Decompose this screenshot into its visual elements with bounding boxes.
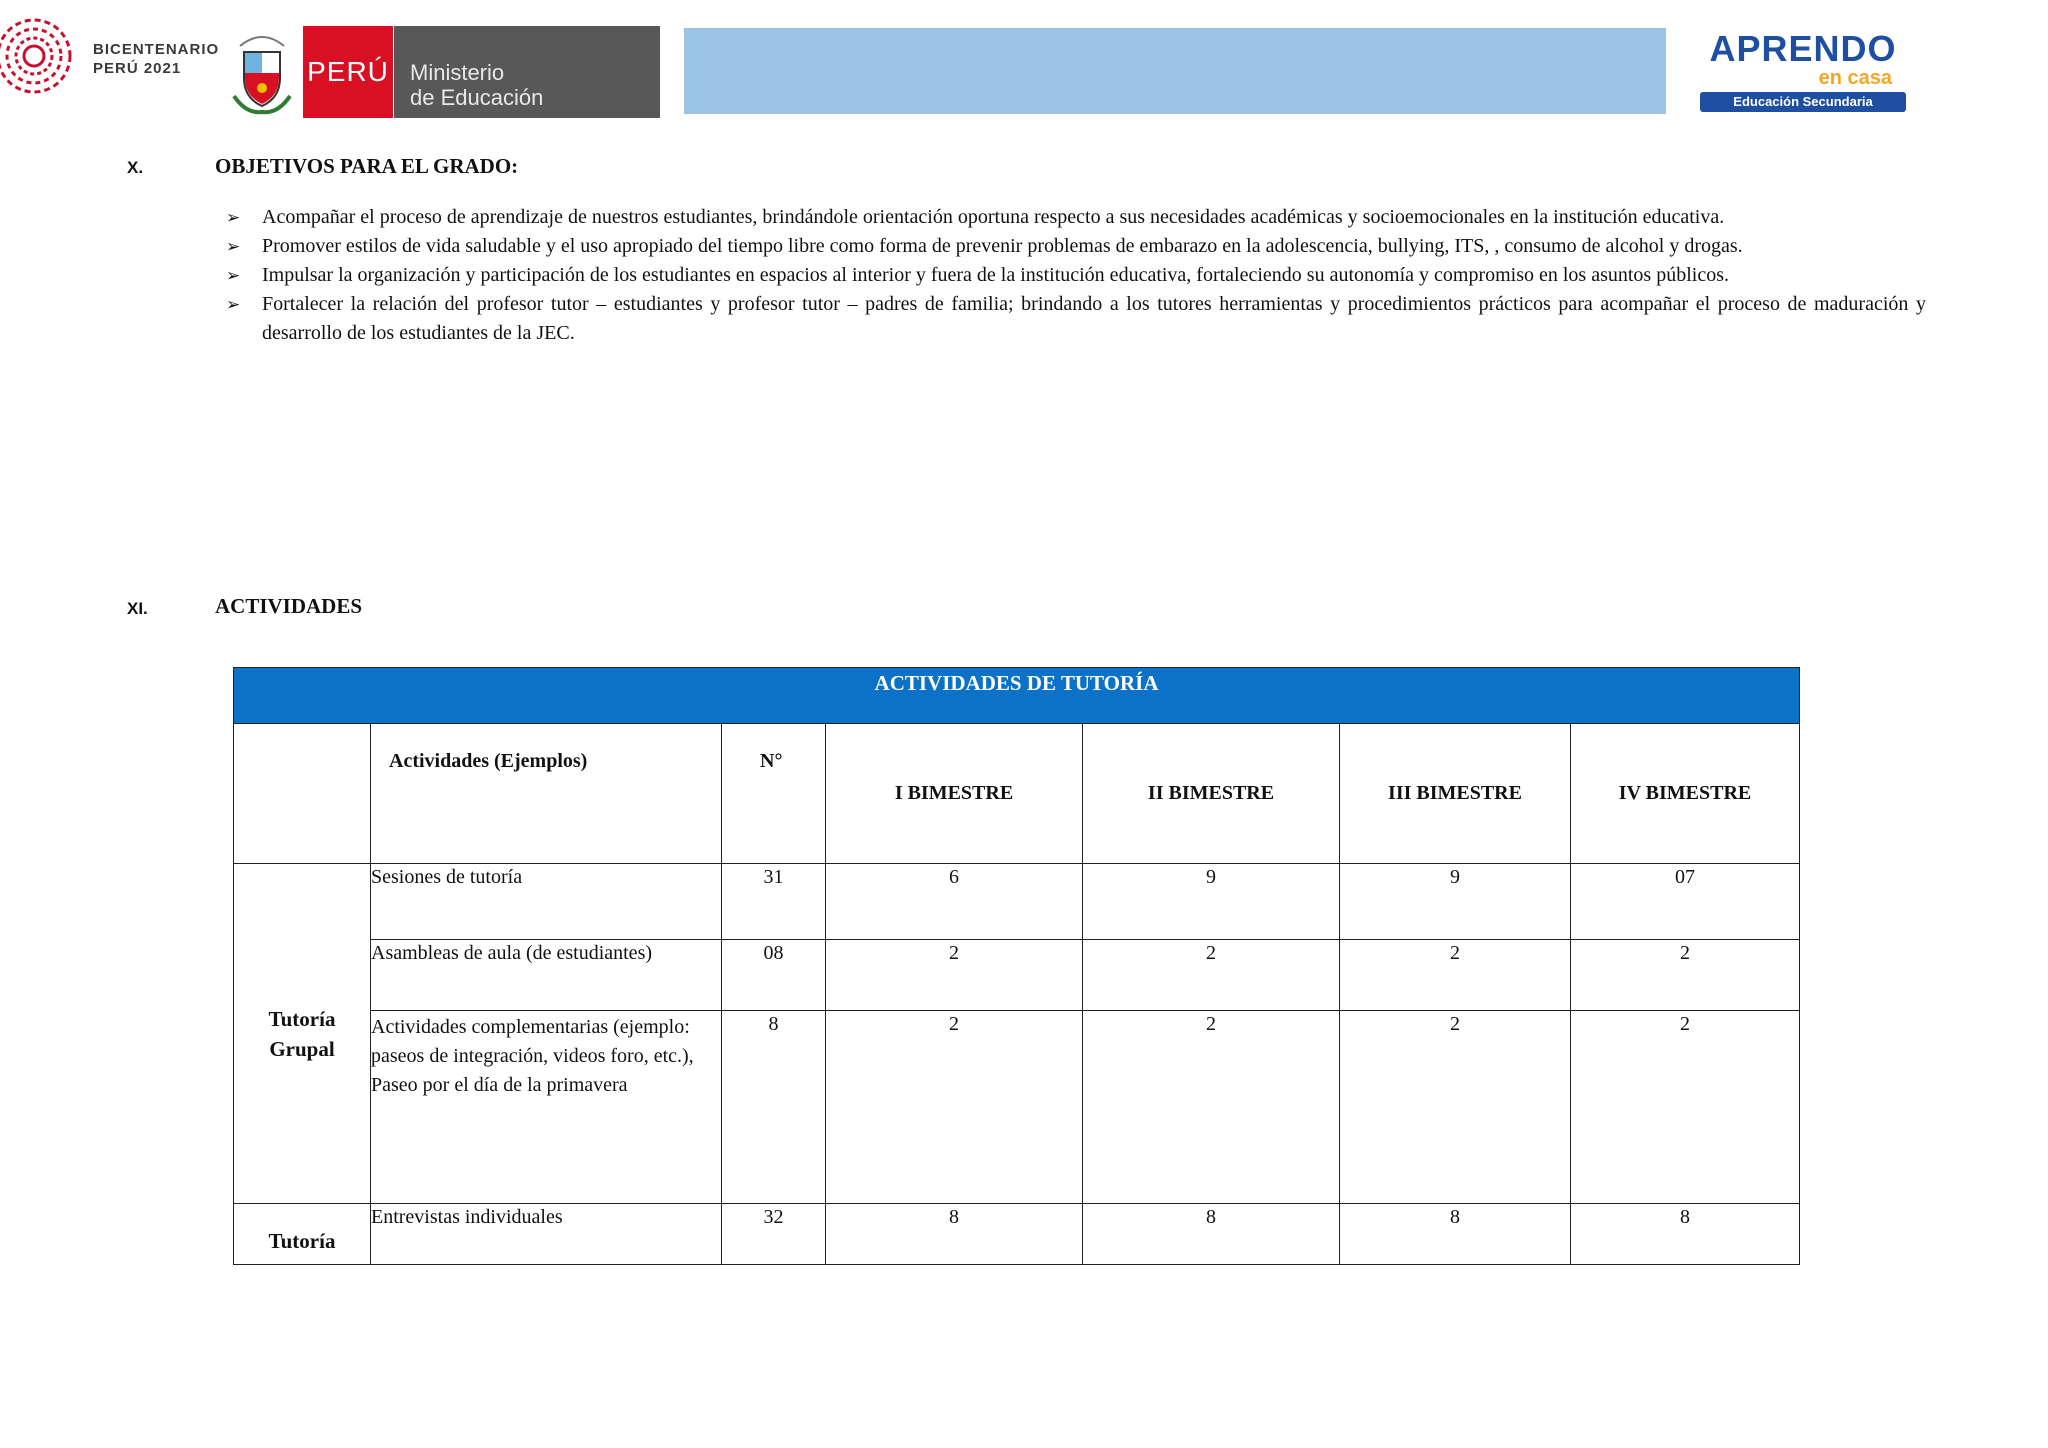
b3-cell: 8 bbox=[1340, 1204, 1571, 1265]
header-banner bbox=[684, 28, 1666, 114]
objective-item: ➢ Impulsar la organización y participación de los estudiantes en espacios al interior y fuera de la institución educativa, fortaleciendo su autonomía y compromiso en los asuntos públicos. bbox=[226, 261, 1926, 290]
count-cell: 8 bbox=[722, 1011, 826, 1204]
header-bimestre-3: III BIMESTRE bbox=[1340, 724, 1571, 864]
header-activity: Actividades (Ejemplos) bbox=[371, 724, 722, 864]
activity-cell: Entrevistas individuales bbox=[371, 1204, 722, 1265]
b1-cell: 2 bbox=[826, 940, 1083, 1011]
b2-cell: 2 bbox=[1083, 1011, 1340, 1204]
table-row bbox=[234, 1011, 1800, 1204]
aprendo-en-casa-logo bbox=[1700, 30, 1906, 118]
header-bimestre-1: I BIMESTRE bbox=[826, 724, 1083, 864]
table-row bbox=[234, 1204, 1800, 1265]
peru-coat-of-arms-icon bbox=[226, 26, 298, 116]
b2-cell: 2 bbox=[1083, 940, 1340, 1011]
table-row bbox=[234, 864, 1800, 940]
b3-cell: 9 bbox=[1340, 864, 1571, 940]
peru-label: PERÚ bbox=[303, 26, 393, 118]
group-tutoria-label: Tutoría Grupal bbox=[234, 864, 371, 1204]
bicentenario-emblem-icon bbox=[0, 6, 80, 106]
b1-cell: 2 bbox=[826, 1011, 1083, 1204]
b3-cell: 2 bbox=[1340, 1011, 1571, 1204]
activity-cell: Asambleas de aula (de estudiantes) bbox=[371, 940, 722, 1011]
section-x-number: X. bbox=[127, 158, 144, 177]
aprendo-title: APRENDO bbox=[1709, 28, 1897, 69]
objective-item: ➢ Acompañar el proceso de aprendizaje de nuestros estudiantes, brindándole orientación oportuna respecto a sus necesidades académicas y socioemocionales en la institución educativa. bbox=[226, 203, 1926, 232]
b4-cell: 07 bbox=[1571, 864, 1800, 940]
section-xi-number: XI. bbox=[127, 599, 148, 618]
individual-tutoria-label: Tutoría bbox=[234, 1204, 371, 1265]
arrow-bullet-icon: ➢ bbox=[226, 237, 241, 256]
aprendo-level: Educación Secundaria bbox=[1700, 92, 1906, 112]
objective-item: ➢ Promover estilos de vida saludable y el uso apropiado del tiempo libre como forma de prevenir problemas de embarazo en la adolescencia, bullying, ITS, , consumo de alcohol y drogas. bbox=[226, 232, 1926, 261]
objectives-list bbox=[226, 203, 1926, 348]
b2-cell: 8 bbox=[1083, 1204, 1340, 1265]
table-header-row bbox=[234, 724, 1800, 864]
b3-cell: 2 bbox=[1340, 940, 1571, 1011]
header-bimestre-4: IV BIMESTRE bbox=[1571, 724, 1800, 864]
objective-item: ➢ Fortalecer la relación del profesor tutor – estudiantes y profesor tutor – padres de familia; brindando a los tutores herramientas y procedimientos prácticos para acompañar el proceso de maduración y desarrollo de los estudiantes de la JEC. bbox=[226, 290, 1926, 348]
ministerio-label: Ministerio de Educación bbox=[394, 26, 660, 118]
b1-cell: 6 bbox=[826, 864, 1083, 940]
b2-cell: 9 bbox=[1083, 864, 1340, 940]
arrow-bullet-icon: ➢ bbox=[226, 208, 241, 227]
header-number: N° bbox=[722, 724, 826, 864]
b4-cell: 2 bbox=[1571, 1011, 1800, 1204]
table-row bbox=[234, 940, 1800, 1011]
count-cell: 31 bbox=[722, 864, 826, 940]
b4-cell: 8 bbox=[1571, 1204, 1800, 1265]
bicentenario-text: BICENTENARIO PERÚ 2021 bbox=[93, 41, 220, 77]
header-empty-cell bbox=[234, 724, 371, 864]
activity-cell: Actividades complementarias (ejemplo: paseos de integración, videos foro, etc.), Paseo por el día de la primavera bbox=[371, 1011, 722, 1204]
section-xi-title: ACTIVIDADES bbox=[215, 594, 363, 618]
aprendo-subtitle: en casa bbox=[1818, 67, 1892, 89]
b1-cell: 8 bbox=[826, 1204, 1083, 1265]
section-x-title: OBJETIVOS PARA EL GRADO: bbox=[215, 154, 519, 178]
table-title: ACTIVIDADES DE TUTORÍA bbox=[234, 668, 1800, 724]
b4-cell: 2 bbox=[1571, 940, 1800, 1011]
count-cell: 08 bbox=[722, 940, 826, 1011]
count-cell: 32 bbox=[722, 1204, 826, 1265]
arrow-bullet-icon: ➢ bbox=[226, 266, 241, 285]
header-bimestre-2: II BIMESTRE bbox=[1083, 724, 1340, 864]
arrow-bullet-icon: ➢ bbox=[226, 295, 241, 314]
activities-table bbox=[233, 667, 1800, 1265]
activity-cell: Sesiones de tutoría bbox=[371, 864, 722, 940]
